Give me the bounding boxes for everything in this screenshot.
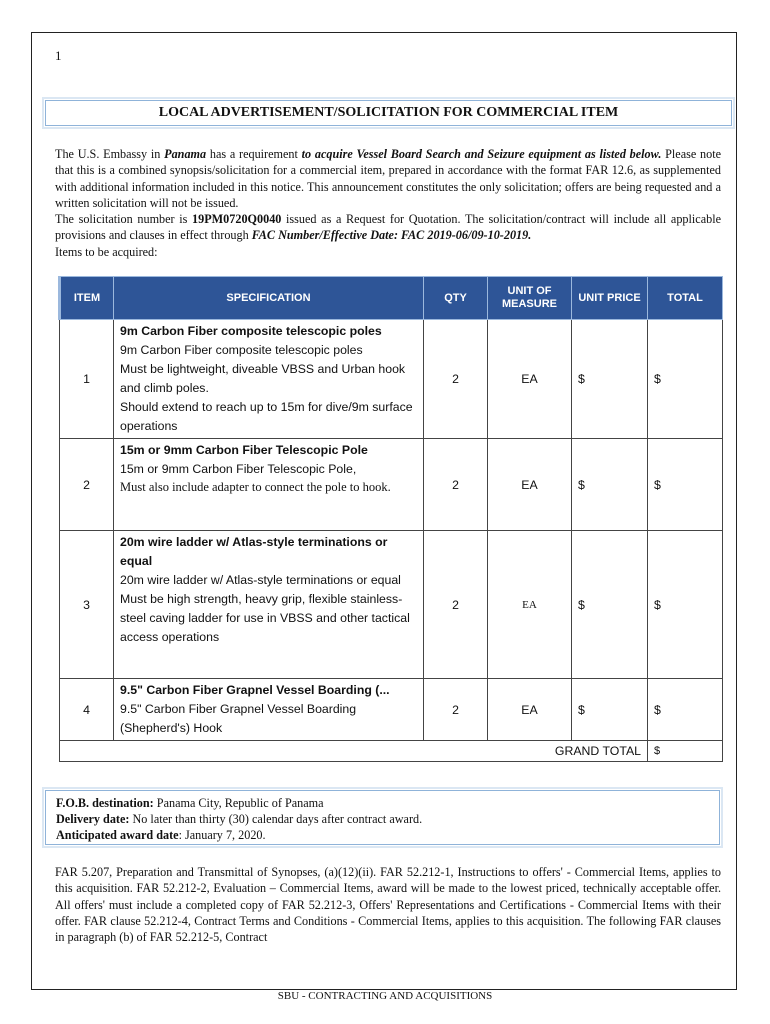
- table-row: [60, 679, 723, 741]
- document-title: LOCAL ADVERTISEMENT/SOLICITATION FOR COMMERCIAL ITEM: [45, 100, 732, 126]
- item-total: $: [648, 439, 723, 531]
- grand-total-label: GRAND TOTAL: [60, 741, 648, 762]
- spec-line: Must be lightweight, diveable VBSS and Urban hook and climb poles.: [120, 362, 406, 395]
- item-unit-price: $: [572, 439, 648, 531]
- spec-line: Must be high strength, heavy grip, flexible stainless-steel caving ladder for use in VBSS and other tactical access operations: [120, 592, 410, 644]
- item-total: $: [648, 679, 723, 741]
- item-uom: EA: [488, 531, 572, 679]
- spec-line: 15m or 9mm Carbon Fiber Telescopic Pole,: [120, 462, 357, 476]
- spec-title: 20m wire ladder w/ Atlas-style terminations or equal: [120, 535, 388, 568]
- item-uom: EA: [488, 439, 572, 531]
- table-row: [60, 531, 723, 679]
- header-total: TOTAL: [648, 277, 723, 320]
- item-unit-price: $: [572, 679, 648, 741]
- intro-paragraph-2: The solicitation number is 19PM0720Q0040 issued as a Request for Quotation. The solicitation/contract will include all applicable provisions and clauses in effect through FAC Number/Effective Date: FAC 2019-06/09-10-2019.: [55, 212, 721, 243]
- table-header-row: [60, 277, 723, 320]
- items-table: [58, 276, 723, 762]
- solicitation-number: 19PM0720Q0040: [192, 212, 282, 227]
- item-number: 2: [60, 439, 114, 531]
- item-total: $: [648, 320, 723, 439]
- page-number: 1: [55, 48, 62, 63]
- requirement-text: to acquire Vessel Board Search and Seizure equipment as listed below.: [301, 147, 662, 161]
- table-row: [60, 320, 723, 439]
- item-qty: 2: [424, 679, 488, 741]
- intro-paragraph-3: Items to be acquired:: [55, 244, 158, 259]
- intro-section: [55, 146, 721, 260]
- delivery-info-box: [45, 790, 720, 845]
- item-unit-price: $: [572, 531, 648, 679]
- item-specification: [114, 679, 424, 741]
- spec-line: Should extend to reach up to 15m for dive/9m surface operations: [120, 400, 413, 433]
- page-footer: SBU - CONTRACTING AND ACQUISITIONS: [277, 990, 493, 1002]
- spec-title: 9m Carbon Fiber composite telescopic poles: [120, 324, 382, 338]
- header-qty: QTY: [424, 277, 488, 320]
- item-specification: [114, 439, 424, 531]
- fac-number: FAC Number/Effective Date: FAC 2019-06/09-10-2019.: [251, 228, 532, 243]
- item-unit-price: $: [572, 320, 648, 439]
- item-specification: [114, 531, 424, 679]
- header-specification: SPECIFICATION: [114, 277, 424, 320]
- table-row: [60, 439, 723, 531]
- spec-title: 9.5" Carbon Fiber Grapnel Vessel Boarding (...: [120, 683, 390, 697]
- header-item: ITEM: [60, 277, 114, 320]
- item-uom: EA: [488, 679, 572, 741]
- spec-title: 15m or 9mm Carbon Fiber Telescopic Pole: [120, 443, 368, 457]
- header-unit-price: UNIT PRICE: [572, 277, 648, 320]
- grand-total-value: $: [648, 741, 723, 762]
- spec-line: 9m Carbon Fiber composite telescopic poles: [120, 343, 363, 357]
- header-unit-of-measure: UNIT OF MEASURE: [488, 277, 572, 320]
- spec-line: Must also include adapter to connect the pole to hook.: [120, 480, 391, 494]
- item-uom: EA: [488, 320, 572, 439]
- item-number: 4: [60, 679, 114, 741]
- spec-line: 20m wire ladder w/ Atlas-style terminations or equal: [120, 573, 401, 587]
- item-number: 1: [60, 320, 114, 439]
- item-number: 3: [60, 531, 114, 679]
- item-specification: [114, 320, 424, 439]
- country-name: Panama: [164, 147, 207, 161]
- item-qty: 2: [424, 531, 488, 679]
- far-clauses-paragraph: FAR 5.207, Preparation and Transmittal of Synopses, (a)(12)(ii). FAR 52.212-1, Instructions to offers' - Commercial Items, applies to this acquisition. FAR 52.212-2, Evaluation – Commercial Items, award will be made to the lowest priced, technically acceptable offer. All offers' must include a completed copy of FAR 52.212-3, Offers' Representations and Certifications - Commercial Items with their offer. FAR clause 52.212-4, Contract Terms and Conditions - Commercial Items, applies to this acquisition. The following FAR clauses in paragraph (b) of FAR 52.212-5, Contract: [55, 865, 721, 945]
- spec-line: 9.5" Carbon Fiber Grapnel Vessel Boarding (Shepherd's) Hook: [120, 702, 357, 735]
- grand-total-row: [60, 741, 723, 762]
- item-qty: 2: [424, 439, 488, 531]
- intro-paragraph-1: The U.S. Embassy in Panama has a requirement to acquire Vessel Board Search and Seizure equipment as listed below. Please note that this is a combined synopsis/solicitation for a commercial item, prepared in accordance with the format FAR 12.6, as supplemented with additional information included in this notice. This announcement constitutes the only solicitation; offers are being requested and a written solicitation will not be issued.: [55, 147, 721, 210]
- award-line: Anticipated award date: January 7, 2020.: [56, 828, 266, 842]
- delivery-line: Delivery date: No later than thirty (30) calendar days after contract award.: [56, 812, 423, 826]
- fob-line: F.O.B. destination: Panama City, Republic of Panama: [56, 796, 324, 810]
- item-total: $: [648, 531, 723, 679]
- item-qty: 2: [424, 320, 488, 439]
